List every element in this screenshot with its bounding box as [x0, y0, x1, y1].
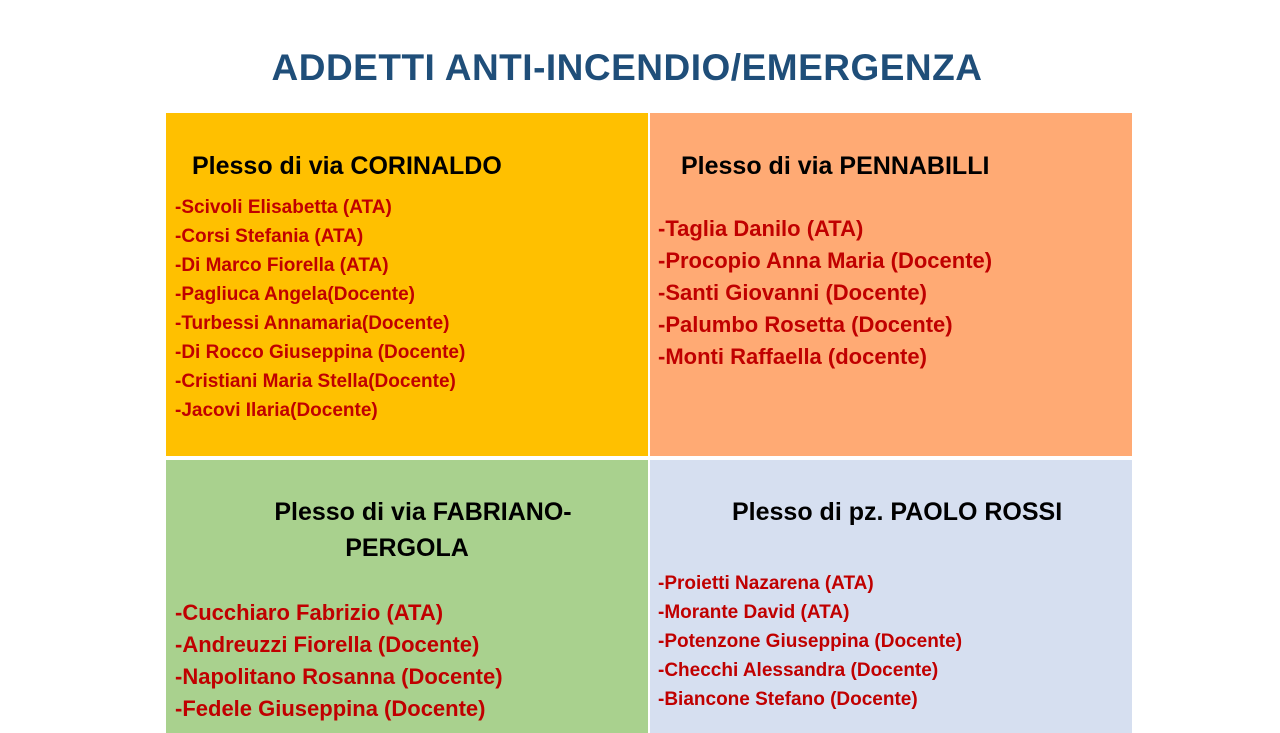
member-item: -Corsi Stefania (ATA) — [175, 226, 364, 247]
member-item: -Checchi Alessandra (Docente) — [658, 660, 939, 681]
section-heading-line: PERGOLA — [345, 534, 469, 562]
member-item: -Andreuzzi Fiorella (Docente) — [175, 632, 480, 657]
member-item: -Jacovi Ilaria(Docente) — [175, 400, 378, 421]
section-fabriano-pergola — [166, 460, 648, 733]
member-item: -Procopio Anna Maria (Docente) — [658, 248, 993, 273]
plessi-grid — [166, 113, 1132, 733]
member-item: -Di Rocco Giuseppina (Docente) — [175, 342, 466, 363]
page-title: ADDETTI ANTI-INCENDIO/EMERGENZA — [271, 47, 983, 88]
section-heading-line: Plesso di via FABRIANO- — [274, 498, 572, 526]
section-heading: Plesso di via CORINALDO — [192, 152, 502, 180]
member-item: -Santi Giovanni (Docente) — [658, 280, 927, 305]
member-list — [175, 597, 503, 725]
member-item: -Potenzone Giuseppina (Docente) — [658, 631, 963, 652]
member-item: -Turbessi Annamaria(Docente) — [175, 313, 450, 334]
member-item: -Pagliuca Angela(Docente) — [175, 284, 416, 305]
member-item: -Palumbo Rosetta (Docente) — [658, 312, 953, 337]
member-list — [658, 213, 992, 373]
member-item: -Morante David (ATA) — [658, 602, 850, 623]
member-item: -Cristiani Maria Stella(Docente) — [175, 371, 456, 392]
section-corinaldo — [166, 113, 648, 456]
member-item: -Napolitano Rosanna (Docente) — [175, 664, 503, 689]
member-item: -Cucchiaro Fabrizio (ATA) — [175, 600, 444, 625]
member-item: -Fedele Giuseppina (Docente) — [175, 696, 486, 721]
member-item: -Proietti Nazarena (ATA) — [658, 573, 874, 594]
member-item: -Biancone Stefano (Docente) — [658, 689, 918, 710]
member-item: -Monti Raffaella (docente) — [658, 344, 927, 369]
section-heading: Plesso di pz. PAOLO ROSSI — [732, 498, 1063, 526]
section-heading: Plesso di via PENNABILLI — [681, 152, 990, 180]
member-item: -Scivoli Elisabetta (ATA) — [175, 197, 392, 218]
section-pennabilli — [650, 113, 1132, 456]
member-item: -Di Marco Fiorella (ATA) — [175, 255, 389, 276]
member-list — [658, 569, 962, 714]
member-list — [175, 193, 465, 425]
section-paolo-rossi — [650, 460, 1132, 733]
section-heading — [166, 494, 648, 566]
member-item: -Taglia Danilo (ATA) — [658, 216, 864, 241]
